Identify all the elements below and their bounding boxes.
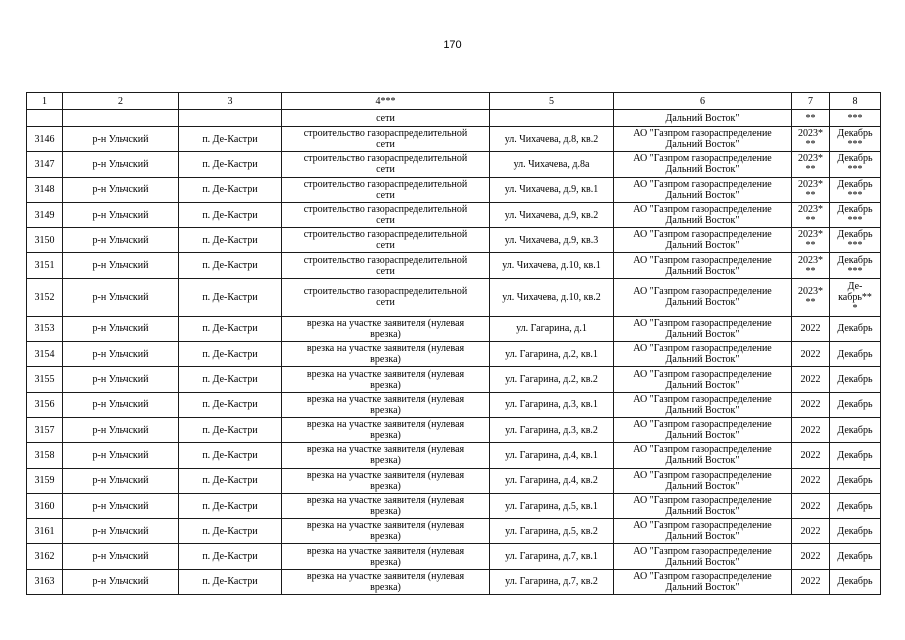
- cell-organization: АО "Газпром газораспределение Дальний Восток": [614, 253, 792, 278]
- cell-organization: АО "Газпром газораспределение Дальний Восток": [614, 228, 792, 253]
- cell-year: 2022: [792, 544, 830, 569]
- cell-address: ул. Гагарина, д.2, кв.1: [490, 342, 614, 367]
- cell-month: Декабрь: [830, 493, 881, 518]
- header-col-1: 1: [27, 93, 63, 110]
- header-col-5: 5: [490, 93, 614, 110]
- cell-district: р-н Ульчский: [63, 468, 179, 493]
- cell-year: 2022: [792, 493, 830, 518]
- cell-month: Декабрь: [830, 417, 881, 442]
- cell-organization: АО "Газпром газораспределение Дальний Восток": [614, 202, 792, 227]
- cell-address: ул. Гагарина, д.5, кв.1: [490, 493, 614, 518]
- cell-work-type: врезка на участке заявителя (нулевая врезка): [282, 342, 490, 367]
- cell-organization: АО "Газпром газораспределение Дальний Восток": [614, 177, 792, 202]
- cell-organization: АО "Газпром газораспределение Дальний Восток": [614, 468, 792, 493]
- cell-work-type: врезка на участке заявителя (нулевая врезка): [282, 316, 490, 341]
- cell-month: Декабрь ***: [830, 127, 881, 152]
- cell-month: Декабрь ***: [830, 228, 881, 253]
- cell-address: ул. Гагарина, д.4, кв.2: [490, 468, 614, 493]
- cell-year: 2023* **: [792, 127, 830, 152]
- cell-organization: АО "Газпром газораспределение Дальний Восток": [614, 152, 792, 177]
- cell-district: р-н Ульчский: [63, 152, 179, 177]
- header-col-3: 3: [179, 93, 282, 110]
- cell-district: р-н Ульчский: [63, 493, 179, 518]
- cell-row-number: 3151: [27, 253, 63, 278]
- cell-work-type: врезка на участке заявителя (нулевая врезка): [282, 468, 490, 493]
- cell-month: Декабрь: [830, 519, 881, 544]
- header-col-8: 8: [830, 93, 881, 110]
- cell-row-number: 3149: [27, 202, 63, 227]
- table-row: [27, 392, 881, 417]
- header-col-6: 6: [614, 93, 792, 110]
- cell-row-number: 3148: [27, 177, 63, 202]
- cell-year: 2022: [792, 417, 830, 442]
- cell-address: ул. Гагарина, д.7, кв.1: [490, 544, 614, 569]
- cell-district: р-н Ульчский: [63, 228, 179, 253]
- cell-year: 2023* **: [792, 278, 830, 316]
- cell-address: ул. Гагарина, д.1: [490, 316, 614, 341]
- cell-settlement: п. Де-Кастри: [179, 278, 282, 316]
- cell-address: ул. Гагарина, д.3, кв.2: [490, 417, 614, 442]
- cell-work-type: строительство газораспределительной сети: [282, 152, 490, 177]
- cell-settlement: п. Де-Кастри: [179, 417, 282, 442]
- cell-row-number: 3146: [27, 127, 63, 152]
- cell-work-type: строительство газораспределительной сети: [282, 253, 490, 278]
- cell-row-number: 3162: [27, 544, 63, 569]
- cell-address: [490, 110, 614, 127]
- cell-address: ул. Гагарина, д.5, кв.2: [490, 519, 614, 544]
- cell-year: 2022: [792, 392, 830, 417]
- cell-district: р-н Ульчский: [63, 519, 179, 544]
- cell-address: ул. Чихачева, д.9, кв.2: [490, 202, 614, 227]
- cell-district: р-н Ульчский: [63, 316, 179, 341]
- cell-month: Декабрь: [830, 367, 881, 392]
- cell-year: 2022: [792, 316, 830, 341]
- cell-work-type: врезка на участке заявителя (нулевая врезка): [282, 367, 490, 392]
- cell-district: р-н Ульчский: [63, 278, 179, 316]
- table-row: [27, 367, 881, 392]
- cell-work-type: врезка на участке заявителя (нулевая врезка): [282, 443, 490, 468]
- cell-organization: АО "Газпром газораспределение Дальний Восток": [614, 493, 792, 518]
- cell-settlement: п. Де-Кастри: [179, 316, 282, 341]
- table-row: [27, 177, 881, 202]
- cell-address: ул. Гагарина, д.7, кв.2: [490, 569, 614, 594]
- cell-settlement: п. Де-Кастри: [179, 177, 282, 202]
- cell-organization: АО "Газпром газораспределение Дальний Восток": [614, 342, 792, 367]
- cell-work-type: строительство газораспределительной сети: [282, 278, 490, 316]
- cell-row-number: 3160: [27, 493, 63, 518]
- cell-month: Декабрь ***: [830, 177, 881, 202]
- table-row: [27, 316, 881, 341]
- cell-address: ул. Чихачева, д.10, кв.2: [490, 278, 614, 316]
- cell-row-number: 3150: [27, 228, 63, 253]
- cell-district: р-н Ульчский: [63, 127, 179, 152]
- cell-settlement: п. Де-Кастри: [179, 152, 282, 177]
- cell-month: Де- кабрь** *: [830, 278, 881, 316]
- cell-year: 2023* **: [792, 177, 830, 202]
- cell-settlement: п. Де-Кастри: [179, 569, 282, 594]
- cell-year: 2022: [792, 342, 830, 367]
- cell-district: р-н Ульчский: [63, 342, 179, 367]
- cell-organization: АО "Газпром газораспределение Дальний Восток": [614, 316, 792, 341]
- cell-year: 2023* **: [792, 228, 830, 253]
- cell-organization: Дальний Восток": [614, 110, 792, 127]
- cell-settlement: п. Де-Кастри: [179, 127, 282, 152]
- cell-district: р-н Ульчский: [63, 392, 179, 417]
- cell-row-number: 3158: [27, 443, 63, 468]
- cell-address: ул. Чихачева, д.8а: [490, 152, 614, 177]
- cell-district: р-н Ульчский: [63, 544, 179, 569]
- cell-row-number: 3161: [27, 519, 63, 544]
- cell-month: Декабрь: [830, 316, 881, 341]
- cell-district: р-н Ульчский: [63, 202, 179, 227]
- continuation-row: [27, 110, 881, 127]
- cell-district: р-н Ульчский: [63, 177, 179, 202]
- cell-organization: АО "Газпром газораспределение Дальний Восток": [614, 367, 792, 392]
- cell-month: Декабрь: [830, 342, 881, 367]
- cell-month: ***: [830, 110, 881, 127]
- cell-address: ул. Чихачева, д.10, кв.1: [490, 253, 614, 278]
- table-row: [27, 127, 881, 152]
- cell-year: 2022: [792, 468, 830, 493]
- cell-month: Декабрь ***: [830, 152, 881, 177]
- table-row: [27, 519, 881, 544]
- cell-district: р-н Ульчский: [63, 569, 179, 594]
- cell-month: Декабрь: [830, 544, 881, 569]
- cell-address: ул. Чихачева, д.9, кв.1: [490, 177, 614, 202]
- table-row: [27, 202, 881, 227]
- cell-month: Декабрь ***: [830, 202, 881, 227]
- cell-settlement: [179, 110, 282, 127]
- cell-row-number: [27, 110, 63, 127]
- table-row: [27, 443, 881, 468]
- cell-work-type: строительство газораспределительной сети: [282, 228, 490, 253]
- cell-row-number: 3155: [27, 367, 63, 392]
- register-table: [26, 92, 881, 595]
- cell-row-number: 3156: [27, 392, 63, 417]
- cell-settlement: п. Де-Кастри: [179, 443, 282, 468]
- table-row: [27, 152, 881, 177]
- cell-month: Декабрь: [830, 569, 881, 594]
- cell-organization: АО "Газпром газораспределение Дальний Восток": [614, 417, 792, 442]
- cell-organization: АО "Газпром газораспределение Дальний Восток": [614, 392, 792, 417]
- cell-work-type: строительство газораспределительной сети: [282, 202, 490, 227]
- cell-organization: АО "Газпром газораспределение Дальний Восток": [614, 544, 792, 569]
- table-row: [27, 468, 881, 493]
- cell-settlement: п. Де-Кастри: [179, 202, 282, 227]
- table-row: [27, 544, 881, 569]
- cell-work-type: строительство газораспределительной сети: [282, 177, 490, 202]
- page-number: 170: [443, 39, 462, 51]
- cell-month: Декабрь: [830, 392, 881, 417]
- cell-work-type: врезка на участке заявителя (нулевая врезка): [282, 544, 490, 569]
- header-col-2: 2: [63, 93, 179, 110]
- cell-year: 2022: [792, 519, 830, 544]
- cell-row-number: 3152: [27, 278, 63, 316]
- cell-address: ул. Гагарина, д.4, кв.1: [490, 443, 614, 468]
- cell-year: **: [792, 110, 830, 127]
- cell-organization: АО "Газпром газораспределение Дальний Восток": [614, 278, 792, 316]
- cell-row-number: 3153: [27, 316, 63, 341]
- cell-month: Декабрь: [830, 443, 881, 468]
- table-row: [27, 493, 881, 518]
- cell-year: 2022: [792, 367, 830, 392]
- table-row: [27, 253, 881, 278]
- cell-organization: АО "Газпром газораспределение Дальний Восток": [614, 127, 792, 152]
- cell-settlement: п. Де-Кастри: [179, 253, 282, 278]
- cell-district: р-н Ульчский: [63, 417, 179, 442]
- cell-district: р-н Ульчский: [63, 367, 179, 392]
- cell-district: р-н Ульчский: [63, 443, 179, 468]
- cell-work-type: сети: [282, 110, 490, 127]
- cell-row-number: 3147: [27, 152, 63, 177]
- cell-year: 2022: [792, 569, 830, 594]
- cell-month: Декабрь: [830, 468, 881, 493]
- cell-work-type: врезка на участке заявителя (нулевая врезка): [282, 519, 490, 544]
- cell-work-type: врезка на участке заявителя (нулевая врезка): [282, 392, 490, 417]
- cell-settlement: п. Де-Кастри: [179, 493, 282, 518]
- cell-settlement: п. Де-Кастри: [179, 468, 282, 493]
- cell-district: [63, 110, 179, 127]
- cell-district: р-н Ульчский: [63, 253, 179, 278]
- cell-work-type: строительство газораспределительной сети: [282, 127, 490, 152]
- cell-organization: АО "Газпром газораспределение Дальний Восток": [614, 443, 792, 468]
- table-row: [27, 417, 881, 442]
- cell-address: ул. Гагарина, д.3, кв.1: [490, 392, 614, 417]
- cell-work-type: врезка на участке заявителя (нулевая врезка): [282, 493, 490, 518]
- cell-settlement: п. Де-Кастри: [179, 519, 282, 544]
- cell-year: 2022: [792, 443, 830, 468]
- header-col-7: 7: [792, 93, 830, 110]
- cell-row-number: 3157: [27, 417, 63, 442]
- cell-settlement: п. Де-Кастри: [179, 544, 282, 569]
- cell-row-number: 3159: [27, 468, 63, 493]
- cell-settlement: п. Де-Кастри: [179, 228, 282, 253]
- cell-settlement: п. Де-Кастри: [179, 367, 282, 392]
- cell-row-number: 3154: [27, 342, 63, 367]
- cell-row-number: 3163: [27, 569, 63, 594]
- header-col-4: 4***: [282, 93, 490, 110]
- cell-settlement: п. Де-Кастри: [179, 342, 282, 367]
- table-row: [27, 569, 881, 594]
- cell-month: Декабрь ***: [830, 253, 881, 278]
- cell-address: ул. Чихачева, д.9, кв.3: [490, 228, 614, 253]
- cell-settlement: п. Де-Кастри: [179, 392, 282, 417]
- cell-year: 2023* **: [792, 152, 830, 177]
- cell-work-type: врезка на участке заявителя (нулевая врезка): [282, 417, 490, 442]
- cell-work-type: врезка на участке заявителя (нулевая врезка): [282, 569, 490, 594]
- header-row: [27, 93, 881, 110]
- cell-organization: АО "Газпром газораспределение Дальний Восток": [614, 519, 792, 544]
- table-row: [27, 228, 881, 253]
- cell-address: ул. Гагарина, д.2, кв.2: [490, 367, 614, 392]
- cell-organization: АО "Газпром газораспределение Дальний Восток": [614, 569, 792, 594]
- table-row: [27, 278, 881, 316]
- cell-address: ул. Чихачева, д.8, кв.2: [490, 127, 614, 152]
- table-row: [27, 342, 881, 367]
- cell-year: 2023* **: [792, 253, 830, 278]
- cell-year: 2023* **: [792, 202, 830, 227]
